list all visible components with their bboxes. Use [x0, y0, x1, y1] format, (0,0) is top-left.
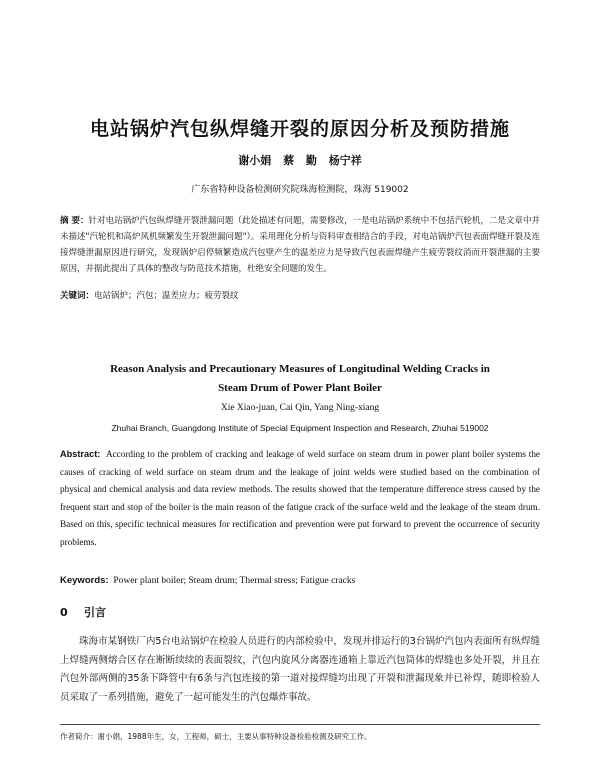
keywords-english-label: Keywords: — [60, 575, 109, 586]
section-number: 0 — [60, 606, 68, 619]
abstract-english-label: Abstract: — [60, 449, 101, 459]
paper-title-chinese: 电站锅炉汽包纵焊缝开裂的原因分析及预防措施 — [89, 118, 510, 140]
keywords-english — [60, 575, 355, 586]
abstract-english — [60, 446, 540, 552]
abstract-chinese — [60, 213, 540, 277]
abstract-chinese-label: 摘 要： — [60, 216, 89, 226]
authors-chinese: 谢小娟 蔡 勤 杨宁祥 — [238, 154, 362, 167]
keywords-chinese — [60, 289, 239, 301]
keywords-chinese-text: 电站锅炉；汽包；温差应力；疲劳裂纹 — [94, 291, 239, 301]
section-heading-introduction — [60, 604, 106, 620]
authors-english: Xie Xiao-juan, Cai Qin, Yang Ning-xiang — [220, 403, 380, 413]
affiliation-english: Zhuhai Branch, Guangdong Institute of Special Equipment Inspection and Research, Zhuhai 519002 — [111, 423, 489, 433]
section-title: 引言 — [84, 606, 106, 619]
keywords-chinese-label: 关键词： — [60, 291, 95, 301]
affiliation-chinese: 广东省特种设备检测研究院珠海检测院，珠海 519002 — [191, 185, 409, 195]
footnote-divider — [60, 724, 540, 725]
abstract-english-text: According to the problem of cracking and leakage of weld surface on steam drum in power plant boiler systems the causes of cracking of weld surface on steam drum and the leakage of joint welds were studied based on the combination of physical and chemical analysis and data review methods. The results showed that the temperature difference stress caused by the frequent start and stop of the boiler is the main reason of the fatigue crack of the surface weld and the leakage of the steam drum. Based on this, specific technical measures for rectification and prevention were put forward to prevent the occurrence of security problems. — [60, 449, 540, 547]
author-footnote: 作者简介：谢小娟，1988年生，女，工程师，硕士，主要从事特种设备检验检测及研究工作。 — [60, 732, 372, 741]
paper-title-english — [0, 360, 600, 398]
paper-title-english-line2: Steam Drum of Power Plant Boiler — [218, 382, 382, 394]
keywords-english-text: Power plant boiler; Steam drum; Thermal stress; Fatigue cracks — [113, 576, 356, 586]
paper-title-english-line1: Reason Analysis and Precautionary Measures of Longitudinal Welding Cracks in — [110, 363, 490, 375]
introduction-paragraph: 珠海市某钢铁厂内5台电站锅炉在检验人员进行的内部检验中，发现并排运行的3台锅炉汽包内表面所有纵焊缝上焊缝两侧熔合区存在断断续续的表面裂纹，汽包内旋风分离器连通箱上靠近汽包筒体的焊缝也多处开裂，并且在汽包外部两侧的35条下降管中有6条与汽包连接的第一道对接焊缝均出现了开裂和泄漏现象并已补焊，随即检验人员采取了一系列措施，避免了一起可能发生的汽包爆炸事故。 — [60, 636, 540, 703]
abstract-chinese-text: 针对电站锅炉汽包纵焊缝开裂泄漏问题（此处描述有问题，需要修改，一是电站锅炉系统中不包括汽轮机，二是文章中并未描述"汽轮机和高炉风机频繁发生开裂泄漏问题"）。采用理化分析与资料审查相结合的手段，对电站锅炉汽包表面焊缝开裂及连接焊缝泄漏原因进行研究，发现锅炉启停频繁造成汽包壁产生的温差应力是导致汽包表面焊缝产生疲劳裂纹消而开裂泄漏的主要原因，并据此提出了具体的整改与防范技术措施，杜绝安全问题的发生。 — [60, 216, 540, 274]
